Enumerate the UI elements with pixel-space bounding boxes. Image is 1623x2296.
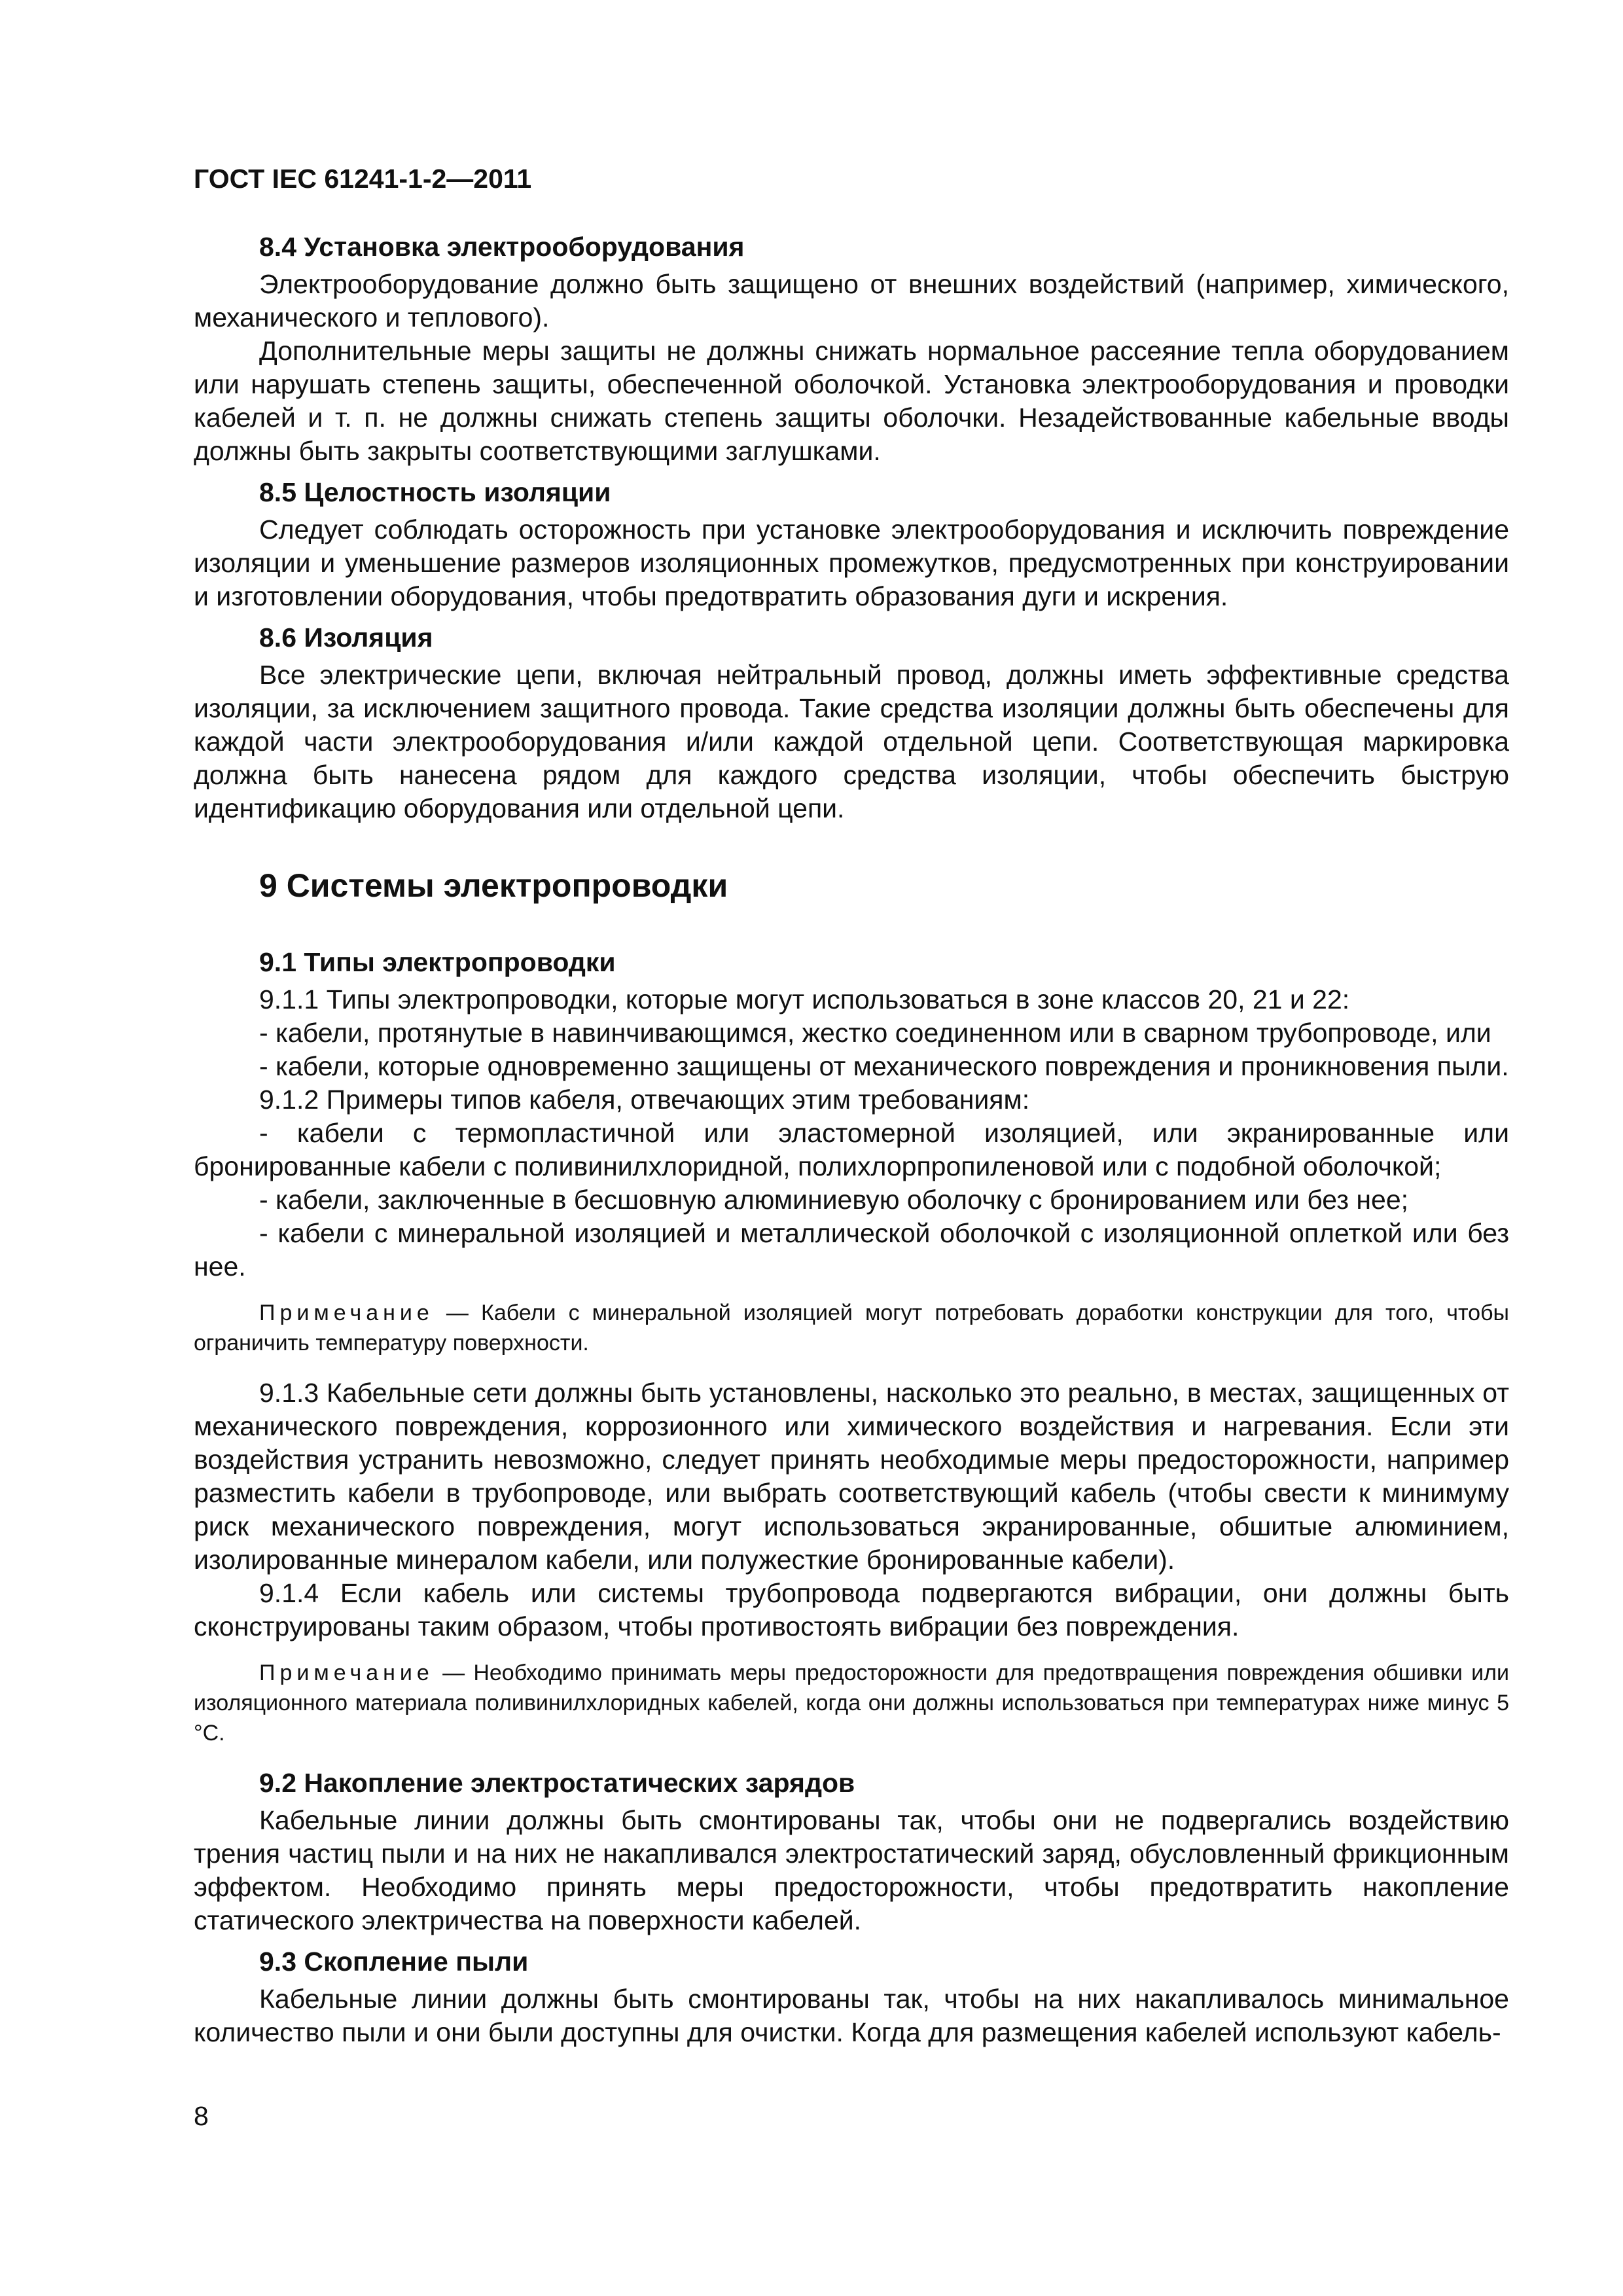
paragraph: 9.1.4 Если кабель или системы трубопровода подвергаются вибрации, они должны быть сконструированы таким образом, чтобы противостоять вибрации без повреждения.: [194, 1578, 1509, 1641]
paragraph: Дополнительные меры защиты не должны снижать нормальное рассеяние тепла оборудованием или нарушать степень защиты, обеспеченной оболочкой. Установка электрооборудования и проводки кабелей и т. п. не должны снижать степень защиты оболочки. Незадействованные кабельные вводы должны быть закрыты соответствующими заглушками.: [194, 336, 1509, 466]
note-text: — Кабели с минеральной изоляцией могут потребовать доработки конструкции для того, чтобы ограничить температуру поверхности.: [194, 1300, 1509, 1355]
note-text: — Необходимо принимать меры предосторожности для предотвращения повреждения обшивки или изоляционного материала поливинилхлоридных кабелей, когда они должны использоваться при температурах ниже минус 5 °С.: [194, 1660, 1509, 1746]
document-page: [194, 0, 1509, 2296]
paragraph: Все электрические цепи, включая нейтральный провод, должны иметь эффективные средства изоляции, за исключением защитного провода. Такие средства изоляции должны быть обеспечены для каждой части электрооборудования и/или каждой отдельной цепи. Соответствующая маркировка должна быть нанесена рядом для каждого средства изоляции, чтобы обеспечить быструю идентификацию оборудования или отдельной цепи.: [194, 660, 1509, 823]
section-8-4-heading: 8.4 Установка электрооборудования: [259, 232, 745, 262]
paragraph: Кабельные линии должны быть смонтированы так, чтобы на них накапливалось минимальное количество пыли и они были доступны для очистки. Когда для размещения кабелей используют кабель-: [194, 1984, 1509, 2047]
section-9-heading: 9 Системы электропроводки: [259, 867, 728, 904]
paragraph: 9.1.1 Типы электропроводки, которые могут использоваться в зоне классов 20, 21 и 22:: [259, 984, 1350, 1014]
section-9-2-heading: 9.2 Накопление электростатических зарядов: [259, 1768, 855, 1798]
section-9-1-heading: 9.1 Типы электропроводки: [259, 947, 616, 977]
section-8-5-heading: 8.5 Целостность изоляции: [259, 477, 611, 507]
document-body: [194, 230, 1509, 2049]
list-item: - кабели, протянутые в навинчивающимся, жестко соединенном или в сварном трубопроводе, или: [259, 1018, 1491, 1048]
note: [194, 1298, 1509, 1358]
paragraph: 9.1.3 Кабельные сети должны быть установлены, насколько это реально, в местах, защищенных от механического повреждения, коррозионного или химического воздействия и нагревания. Если эти воздействия устранить невозможно, следует принять необходимые меры предосторожности, например разместить кабели в трубопроводе, или выбрать соответствующий кабель (чтобы свести к минимуму риск механического повреждения, могут использоваться экранированные, обшитые алюминием, изолированные минералом кабели, или полужесткие бронированные кабели).: [194, 1378, 1509, 1575]
paragraph: 9.1.2 Примеры типов кабеля, отвечающих этим требованиям:: [259, 1085, 1030, 1115]
list-item: - кабели с минеральной изоляцией и металлической оболочкой с изоляционной оплеткой или без нее.: [194, 1218, 1509, 1282]
paragraph: Кабельные линии должны быть смонтированы так, чтобы они не подвергались воздействию трения частиц пыли и на них не накапливался электростатический заряд, обусловленный фрикционным эффектом. Необходимо принять меры предосторожности, чтобы предотвратить накопление статического электричества на поверхности кабелей.: [194, 1805, 1509, 1935]
list-item: - кабели, которые одновременно защищены от механического повреждения и проникновения пыли.: [259, 1051, 1509, 1081]
note: [194, 1658, 1509, 1748]
section-9-3-heading: 9.3 Скопление пыли: [259, 1946, 529, 1977]
page-number: 8: [194, 2101, 209, 2131]
paragraph: Следует соблюдать осторожность при установке электрооборудования и исключить повреждение изоляции и уменьшение размеров изоляционных промежутков, предусмотренных при конструировании и изготовлении оборудования, чтобы предотвратить образования дуги и искрения.: [194, 514, 1509, 611]
list-item: - кабели, заключенные в бесшовную алюминиевую оболочку с бронированием или без нее;: [259, 1185, 1409, 1215]
paragraph: Электрооборудование должно быть защищено от внешних воздействий (например, химического, механического и теплового).: [194, 269, 1509, 332]
list-item: - кабели с термопластичной или эластомерной изоляцией, или экранированные или бронированные кабели с поливинилхлоридной, полихлорпропиленовой или с подобной оболочкой;: [194, 1118, 1509, 1181]
section-8-6-heading: 8.6 Изоляция: [259, 622, 433, 653]
document-header: ГОСТ IEC 61241-1-2—2011: [194, 164, 532, 194]
note-label: Примечание: [259, 1660, 434, 1685]
note-label: Примечание: [259, 1300, 434, 1325]
